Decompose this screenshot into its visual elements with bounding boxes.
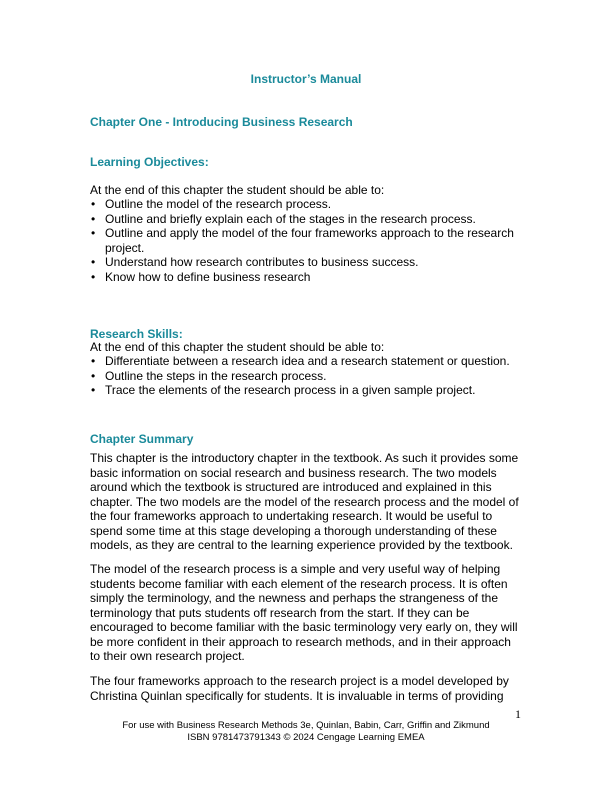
summary-paragraph: The four frameworks approach to the research project is a model developed by Christina Quinlan specifically for students. It is invaluable in terms of providing: [90, 674, 509, 703]
page-footer: [0, 720, 612, 744]
list-item: • Differentiate between a research idea and a research statement or question.: [90, 354, 522, 369]
list-item: • Outline the model of the research process.: [90, 197, 522, 212]
list-item: • Outline and briefly explain each of the stages in the research process.: [90, 212, 522, 227]
learning-objectives-list: [90, 197, 522, 284]
page-number: 1: [515, 707, 521, 721]
list-item: • Outline and apply the model of the four frameworks approach to the research project.: [90, 226, 522, 255]
research-skills-list: [90, 354, 522, 398]
list-item: • Trace the elements of the research process in a given sample project.: [90, 383, 522, 398]
list-item: • Know how to define business research: [90, 270, 522, 285]
footer-line: For use with Business Research Methods 3e, Quinlan, Babin, Carr, Griffin and Zikmund: [122, 720, 490, 731]
research-skills-intro: At the end of this chapter the student should be able to:: [90, 340, 385, 354]
learning-objectives-heading: Learning Objectives:: [90, 155, 209, 169]
summary-paragraph: The model of the research process is a simple and very useful way of helping students become familiar with each element of the research process. It is often simply the terminology, and the newness and perhaps the strangeness of the terminology that puts students off research from the start. If they can be encouraged to become familiar with the basic terminology very early on, they will be more confident in their approach to research methods, and in their approach to their own research project.: [90, 562, 518, 663]
list-item: • Understand how research contributes to business success.: [90, 255, 522, 270]
chapter-title: Chapter One - Introducing Business Research: [90, 115, 353, 129]
manual-title: Instructor’s Manual: [250, 72, 362, 86]
learning-objectives-intro: At the end of this chapter the student should be able to:: [90, 183, 385, 197]
list-item: • Outline the steps in the research process.: [90, 369, 522, 384]
footer-line: ISBN 9781473791343 © 2024 Cengage Learning EMEA: [187, 732, 425, 743]
chapter-summary-heading: Chapter Summary: [90, 432, 194, 446]
research-skills-heading: Research Skills:: [90, 327, 183, 341]
summary-paragraph: This chapter is the introductory chapter in the textbook. As such it provides some basic information on social research and business research. The two models around which the textbook is structured are introduced and explained in this chapter. The two models are the model of the research process and the model of the four frameworks approach to undertaking research. It would be useful to spend some time at this stage developing a thorough understanding of these models, as they are central to the learning experience provided by the textbook.: [90, 451, 519, 552]
